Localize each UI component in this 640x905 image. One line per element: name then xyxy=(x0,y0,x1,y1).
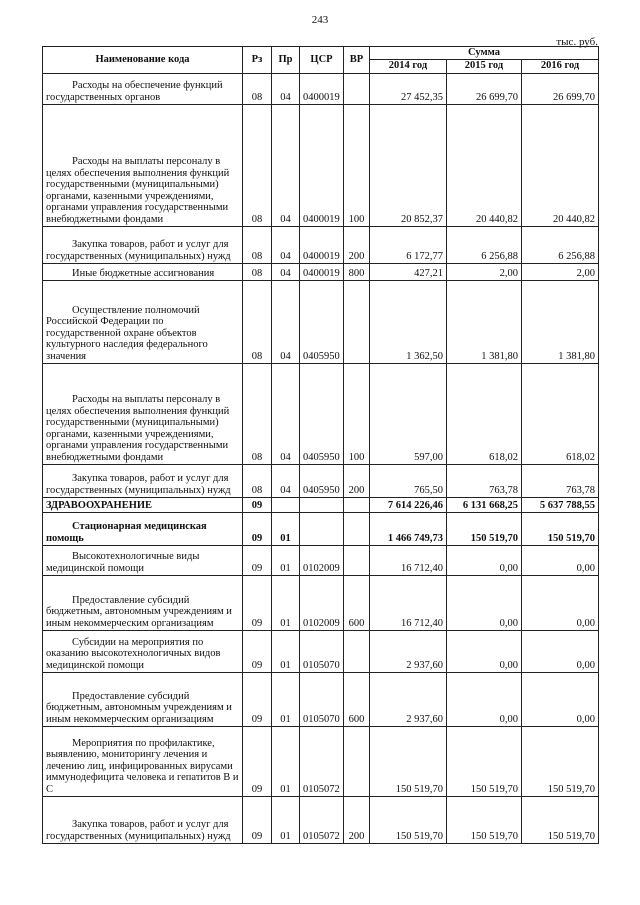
row-sum-2015 xyxy=(447,726,522,796)
row-sum-2015-text: 6 256,88 xyxy=(481,251,518,262)
row-sum-2016 xyxy=(522,630,599,672)
row-vr xyxy=(344,226,370,263)
row-pr xyxy=(272,726,300,796)
row-csr-text: 0105072 xyxy=(303,784,340,795)
row-rz-text: 09 xyxy=(251,714,263,725)
row-sum-2014-text: 7 614 226,46 xyxy=(387,500,443,511)
row-name xyxy=(43,630,243,672)
row-sum-2015-text: 0,00 xyxy=(499,714,518,725)
table-row xyxy=(43,280,599,363)
row-sum-2016-text: 0,00 xyxy=(576,563,596,574)
row-rz xyxy=(243,512,272,545)
row-sum-2014-text: 27 452,35 xyxy=(401,92,443,103)
row-sum-2015-text: 0,00 xyxy=(499,563,518,574)
row-name-text: Субсидии на мероприятия по оказанию высокотехнологичных видов медицинской помощи xyxy=(46,636,221,671)
row-sum-2016-text: 26 699,70 xyxy=(553,92,596,103)
row-sum-2016-text: 0,00 xyxy=(576,660,596,671)
row-sum-2014-text: 2 937,60 xyxy=(406,714,443,725)
row-name xyxy=(43,464,243,497)
row-name xyxy=(43,363,243,464)
table-row xyxy=(43,726,599,796)
row-sum-2015-text: 6 131 668,25 xyxy=(462,500,518,511)
row-pr-text: 01 xyxy=(280,660,291,671)
page-number: 243 xyxy=(311,14,329,26)
units-label: тыс. руб. xyxy=(556,36,598,48)
row-sum-2015-text: 2,00 xyxy=(499,268,518,279)
row-sum-2015 xyxy=(447,464,522,497)
row-name-text: Стационарная медицинская помощь xyxy=(46,521,207,544)
row-sum-2016-text: 618,02 xyxy=(566,452,596,463)
row-csr xyxy=(300,512,344,545)
row-vr xyxy=(344,512,370,545)
row-rz xyxy=(243,226,272,263)
table-header xyxy=(43,47,599,74)
row-pr xyxy=(272,630,300,672)
row-sum-2015 xyxy=(447,104,522,226)
row-vr-text: 200 xyxy=(348,251,365,262)
row-vr xyxy=(344,630,370,672)
row-sum-2014-text: 20 852,37 xyxy=(401,214,443,225)
row-vr xyxy=(344,464,370,497)
row-sum-2014-text: 6 172,77 xyxy=(406,251,443,262)
row-vr xyxy=(344,73,370,104)
row-name-text: Осуществление полномочий Российской Федерации по государственной охране объектов культурного наследия федерального значения xyxy=(46,304,208,362)
row-sum-2016 xyxy=(522,280,599,363)
row-sum-2016-text: 20 440,82 xyxy=(553,214,596,225)
row-sum-2014-text: 765,50 xyxy=(414,485,443,496)
row-sum-2015 xyxy=(447,73,522,104)
row-vr xyxy=(344,263,370,280)
row-name xyxy=(43,726,243,796)
row-rz-text: 08 xyxy=(251,351,263,362)
table-row xyxy=(43,104,599,226)
row-rz-text: 09 xyxy=(251,533,263,544)
row-rz xyxy=(243,726,272,796)
row-csr-text: 0400019 xyxy=(303,268,340,279)
row-sum-2016 xyxy=(522,672,599,726)
row-vr-text: 200 xyxy=(348,485,365,496)
row-csr-text: 0400019 xyxy=(303,92,340,103)
row-rz xyxy=(243,497,272,512)
row-csr-text: 0105070 xyxy=(303,714,340,725)
row-sum-2015-text: 150 519,70 xyxy=(470,784,518,795)
row-vr xyxy=(344,280,370,363)
row-rz-text: 08 xyxy=(251,268,263,279)
row-vr-text: 100 xyxy=(348,452,365,463)
row-sum-2014 xyxy=(370,672,447,726)
row-sum-2016 xyxy=(522,464,599,497)
row-csr xyxy=(300,575,344,630)
row-sum-2014 xyxy=(370,796,447,843)
row-name-text: Предоставление субсидий бюджетным, автономным учреждениям и иным некоммерческим организациям xyxy=(46,594,232,629)
header-csr: ЦСР xyxy=(300,47,344,74)
row-sum-2016-text: 150 519,70 xyxy=(547,831,596,842)
row-pr-text: 04 xyxy=(280,251,291,262)
row-pr xyxy=(272,497,300,512)
header-year-2016: 2016 год xyxy=(522,59,599,73)
row-pr xyxy=(272,280,300,363)
row-pr-text: 01 xyxy=(280,533,291,544)
row-vr-text: 100 xyxy=(348,214,365,225)
row-name-text: Расходы на обеспечение функций государственных органов xyxy=(46,80,223,103)
table-row xyxy=(43,497,599,512)
row-pr xyxy=(272,263,300,280)
table-row xyxy=(43,263,599,280)
row-sum-2015 xyxy=(447,263,522,280)
header-year-2014: 2014 год xyxy=(370,59,447,73)
row-rz-text: 09 xyxy=(251,660,263,671)
row-rz-text: 09 xyxy=(251,563,263,574)
row-sum-2015-text: 618,02 xyxy=(489,452,518,463)
row-csr xyxy=(300,796,344,843)
row-csr xyxy=(300,104,344,226)
row-name xyxy=(43,497,243,512)
row-rz-text: 08 xyxy=(251,485,263,496)
row-rz xyxy=(243,263,272,280)
row-pr-text: 04 xyxy=(280,452,291,463)
row-pr xyxy=(272,545,300,575)
row-sum-2014 xyxy=(370,512,447,545)
row-sum-2014 xyxy=(370,545,447,575)
row-sum-2014 xyxy=(370,73,447,104)
row-csr-text: 0105070 xyxy=(303,660,340,671)
row-sum-2014 xyxy=(370,464,447,497)
row-rz xyxy=(243,73,272,104)
row-sum-2014 xyxy=(370,497,447,512)
row-csr xyxy=(300,464,344,497)
row-sum-2016-text: 150 519,70 xyxy=(547,533,596,544)
row-csr-text: 0405950 xyxy=(303,485,340,496)
row-name-text: Закупка товаров, работ и услуг для государственных (муниципальных) нужд xyxy=(46,239,231,262)
row-rz xyxy=(243,104,272,226)
row-vr xyxy=(344,104,370,226)
header-rz: Рз xyxy=(243,47,272,74)
row-sum-2015 xyxy=(447,512,522,545)
row-name-text: Расходы на выплаты персоналу в целях обеспечения выполнения функций государственными (муниципальными) органами, казенными учреждениями, органами управления государственными внебюджетными фондами xyxy=(46,156,230,225)
row-sum-2015 xyxy=(447,796,522,843)
row-rz xyxy=(243,363,272,464)
row-sum-2015 xyxy=(447,630,522,672)
row-name-text: Мероприятия по профилактике, выявлению, мониторингу лечения и лечению лиц, инфицированных вирусами иммунодефицита человека и гепатитов В и С xyxy=(46,737,239,795)
row-sum-2016-text: 2,00 xyxy=(576,268,596,279)
row-pr xyxy=(272,104,300,226)
row-sum-2016 xyxy=(522,575,599,630)
row-sum-2016-text: 0,00 xyxy=(576,618,596,629)
row-sum-2015-text: 763,78 xyxy=(489,485,518,496)
row-pr-text: 04 xyxy=(280,268,291,279)
row-sum-2016 xyxy=(522,226,599,263)
row-sum-2016 xyxy=(522,545,599,575)
row-name xyxy=(43,545,243,575)
table-row xyxy=(43,464,599,497)
row-pr-text: 04 xyxy=(280,214,291,225)
row-sum-2016 xyxy=(522,512,599,545)
table-row xyxy=(43,796,599,843)
row-pr-text: 01 xyxy=(280,714,291,725)
row-sum-2016-text: 150 519,70 xyxy=(547,784,596,795)
row-vr xyxy=(344,796,370,843)
header-vr: ВР xyxy=(344,47,370,74)
row-rz-text: 09 xyxy=(251,500,263,511)
row-sum-2014 xyxy=(370,263,447,280)
row-rz xyxy=(243,575,272,630)
row-name-text: Закупка товаров, работ и услуг для государственных (муниципальных) нужд xyxy=(46,473,231,496)
row-name-text: Иные бюджетные ассигнования xyxy=(72,268,215,279)
row-rz-text: 08 xyxy=(251,452,263,463)
row-sum-2014-text: 16 712,40 xyxy=(401,563,443,574)
row-csr xyxy=(300,630,344,672)
table-row xyxy=(43,73,599,104)
row-pr-text: 01 xyxy=(280,618,291,629)
header-name: Наименование кода xyxy=(43,47,243,74)
row-csr xyxy=(300,545,344,575)
row-pr-text: 01 xyxy=(280,563,291,574)
row-sum-2015-text: 0,00 xyxy=(499,618,518,629)
row-pr xyxy=(272,575,300,630)
table-row xyxy=(43,226,599,263)
header-pr: Пр xyxy=(272,47,300,74)
row-rz-text: 08 xyxy=(251,251,263,262)
row-rz xyxy=(243,672,272,726)
row-vr xyxy=(344,726,370,796)
row-sum-2016 xyxy=(522,263,599,280)
row-sum-2014 xyxy=(370,630,447,672)
row-sum-2015-text: 0,00 xyxy=(499,660,518,671)
row-rz-text: 09 xyxy=(251,831,263,842)
row-sum-2016-text: 0,00 xyxy=(576,714,596,725)
row-name xyxy=(43,104,243,226)
row-name xyxy=(43,226,243,263)
row-name xyxy=(43,796,243,843)
row-sum-2014 xyxy=(370,726,447,796)
header-sum: Сумма xyxy=(370,47,599,60)
row-sum-2015 xyxy=(447,363,522,464)
row-sum-2015 xyxy=(447,672,522,726)
row-csr-text: 0400019 xyxy=(303,214,340,225)
row-rz xyxy=(243,630,272,672)
row-rz-text: 08 xyxy=(251,214,263,225)
row-name xyxy=(43,575,243,630)
row-pr xyxy=(272,363,300,464)
row-csr-text: 0400019 xyxy=(303,251,340,262)
row-vr-text: 600 xyxy=(348,618,365,629)
row-sum-2014 xyxy=(370,280,447,363)
row-csr xyxy=(300,363,344,464)
row-pr xyxy=(272,464,300,497)
row-pr-text: 01 xyxy=(280,784,291,795)
row-pr-text: 04 xyxy=(280,485,291,496)
row-vr-text: 800 xyxy=(348,268,365,279)
row-pr xyxy=(272,796,300,843)
row-vr xyxy=(344,497,370,512)
row-sum-2015 xyxy=(447,497,522,512)
row-sum-2016 xyxy=(522,73,599,104)
row-sum-2014 xyxy=(370,226,447,263)
row-vr xyxy=(344,575,370,630)
row-csr-text: 0405950 xyxy=(303,351,340,362)
row-name-text: Расходы на выплаты персоналу в целях обеспечения выполнения функций государственными (муниципальными) органами, казенными учреждениями, органами управления государственными внебюджетными фондами xyxy=(46,394,230,463)
row-vr-text: 200 xyxy=(348,831,365,842)
table-row xyxy=(43,630,599,672)
table-row xyxy=(43,672,599,726)
row-sum-2015 xyxy=(447,226,522,263)
row-sum-2014-text: 597,00 xyxy=(414,452,443,463)
row-vr-text: 600 xyxy=(348,714,365,725)
row-sum-2014-text: 2 937,60 xyxy=(406,660,443,671)
row-sum-2014 xyxy=(370,104,447,226)
row-sum-2014-text: 150 519,70 xyxy=(395,784,443,795)
row-name-text: Закупка товаров, работ и услуг для государственных (муниципальных) нужд xyxy=(46,819,231,842)
row-sum-2016-text: 1 381,80 xyxy=(558,351,596,362)
row-sum-2014-text: 427,21 xyxy=(414,268,443,279)
row-sum-2014 xyxy=(370,575,447,630)
row-sum-2015-text: 26 699,70 xyxy=(476,92,518,103)
row-csr-text: 0102009 xyxy=(303,563,340,574)
row-pr-text: 01 xyxy=(280,831,291,842)
table-row xyxy=(43,545,599,575)
table-body xyxy=(43,73,599,843)
row-pr xyxy=(272,226,300,263)
row-sum-2015-text: 1 381,80 xyxy=(481,351,518,362)
row-sum-2015-text: 20 440,82 xyxy=(476,214,518,225)
row-sum-2016 xyxy=(522,497,599,512)
row-pr-text: 04 xyxy=(280,92,291,103)
row-vr xyxy=(344,545,370,575)
row-sum-2014-text: 1 362,50 xyxy=(406,351,443,362)
budget-table xyxy=(42,46,599,844)
row-rz-text: 09 xyxy=(251,618,263,629)
row-name xyxy=(43,263,243,280)
row-sum-2015-text: 150 519,70 xyxy=(470,533,518,544)
row-csr xyxy=(300,263,344,280)
row-pr xyxy=(272,672,300,726)
row-sum-2016 xyxy=(522,726,599,796)
row-sum-2015-text: 150 519,70 xyxy=(470,831,518,842)
row-csr xyxy=(300,73,344,104)
row-sum-2014 xyxy=(370,363,447,464)
row-csr xyxy=(300,672,344,726)
row-csr-text: 0102009 xyxy=(303,618,340,629)
row-pr xyxy=(272,73,300,104)
row-sum-2014-text: 1 466 749,73 xyxy=(387,533,443,544)
row-pr-text: 04 xyxy=(280,351,291,362)
row-name xyxy=(43,73,243,104)
row-vr xyxy=(344,672,370,726)
row-rz-text: 09 xyxy=(251,784,263,795)
row-rz xyxy=(243,545,272,575)
row-sum-2016 xyxy=(522,363,599,464)
row-sum-2016-text: 5 637 788,55 xyxy=(539,500,596,511)
row-sum-2015 xyxy=(447,545,522,575)
row-csr xyxy=(300,280,344,363)
header-year-2015: 2015 год xyxy=(447,59,522,73)
row-sum-2015 xyxy=(447,280,522,363)
table-row xyxy=(43,575,599,630)
row-name-text: Высокотехнологичные виды медицинской помощи xyxy=(46,551,200,574)
row-name xyxy=(43,672,243,726)
row-rz xyxy=(243,796,272,843)
row-rz xyxy=(243,464,272,497)
row-csr-text: 0105072 xyxy=(303,831,340,842)
row-csr xyxy=(300,726,344,796)
row-pr xyxy=(272,512,300,545)
row-name xyxy=(43,512,243,545)
table-row xyxy=(43,512,599,545)
row-name-text: ЗДРАВООХРАНЕНИЕ xyxy=(46,500,153,511)
row-rz xyxy=(243,280,272,363)
row-name xyxy=(43,280,243,363)
row-sum-2014-text: 16 712,40 xyxy=(401,618,443,629)
row-sum-2016-text: 6 256,88 xyxy=(558,251,596,262)
row-sum-2016-text: 763,78 xyxy=(566,485,596,496)
row-sum-2016 xyxy=(522,796,599,843)
row-csr xyxy=(300,497,344,512)
row-csr xyxy=(300,226,344,263)
table-row xyxy=(43,363,599,464)
row-sum-2015 xyxy=(447,575,522,630)
row-sum-2014-text: 150 519,70 xyxy=(395,831,443,842)
row-sum-2016 xyxy=(522,104,599,226)
row-vr xyxy=(344,363,370,464)
row-csr-text: 0405950 xyxy=(303,452,340,463)
row-rz-text: 08 xyxy=(251,92,263,103)
row-name-text: Предоставление субсидий бюджетным, автономным учреждениям и иным некоммерческим организациям xyxy=(46,690,232,725)
